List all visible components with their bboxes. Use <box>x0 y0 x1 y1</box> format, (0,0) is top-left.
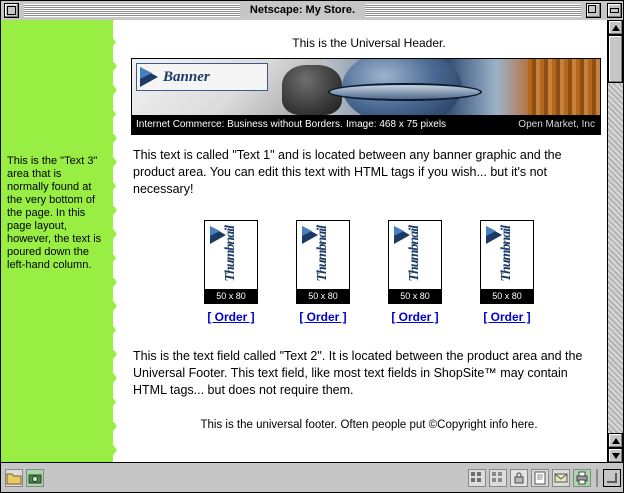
product-item <box>479 220 535 324</box>
text3-block: This is the "Text 3" area that is normally found at the very bottom of the page. In this page layout, however, the text is poured down the left-hand column. <box>7 155 102 271</box>
green-edge-decoration <box>105 20 123 463</box>
thumbnail-word <box>481 221 533 287</box>
thumbnail-size-bar: 50 x 80 <box>297 289 349 303</box>
status-right-icons <box>468 469 621 487</box>
universal-header-text: This is the Universal Header. <box>292 36 446 50</box>
thumbnail-label: Thumbnail <box>315 226 330 282</box>
printer-icon[interactable] <box>573 469 591 487</box>
scroll-track[interactable] <box>608 35 623 433</box>
product-item <box>203 220 259 324</box>
product-thumbnail[interactable] <box>388 220 442 304</box>
banner-caption-size: Image: 468 x 75 pixels <box>346 119 447 130</box>
status-bar <box>1 462 624 492</box>
order-link[interactable]: [ Order ] <box>207 310 255 324</box>
thumbnail-size-bar: 50 x 80 <box>481 289 533 303</box>
grid-icon-2[interactable] <box>489 469 507 487</box>
grid-icon[interactable] <box>468 469 486 487</box>
banner-ring <box>328 83 482 101</box>
banner-rust-texture <box>528 59 600 115</box>
banner-image <box>132 59 600 115</box>
scroll-down-arrow-icon[interactable] <box>608 448 623 463</box>
close-button[interactable] <box>4 3 19 18</box>
order-link[interactable]: [ Order ] <box>391 310 439 324</box>
order-link[interactable]: [ Order ] <box>299 310 347 324</box>
thumbnail-word <box>297 221 349 287</box>
padlock-icon[interactable] <box>510 469 528 487</box>
universal-footer-text: This is the universal footer. Often people put ©Copyright info here. <box>200 419 538 431</box>
banner-caption-left: Internet Commerce: Business without Borders. <box>136 119 343 130</box>
status-separator <box>596 469 598 487</box>
thumbnail-label: Thumbnail <box>407 226 422 282</box>
title-stripes <box>24 4 581 17</box>
scroll-up-arrow-icon[interactable] <box>608 20 623 35</box>
window-title: Netscape: My Store. <box>240 4 365 17</box>
thumbnail-word <box>389 221 441 287</box>
main-column <box>129 20 609 463</box>
banner-label-text: Banner <box>163 68 210 85</box>
left-column <box>1 20 129 463</box>
vertical-scrollbar[interactable] <box>607 20 623 463</box>
banner-caption-bar <box>132 115 600 134</box>
arrow-icon <box>138 65 160 89</box>
banner-graphic <box>131 58 601 135</box>
thumbnail-size-bar: 50 x 80 <box>389 289 441 303</box>
text2-block: This is the text field called "Text 2". It is located between the product area and the Universal Footer. This text field, like most text fields in ShopSite™ may contain HTML tags... but does not require them. <box>133 349 583 397</box>
resize-grip[interactable] <box>603 469 621 487</box>
banner-label <box>136 63 268 91</box>
banner-caption-credit: Open Market, Inc <box>518 119 595 130</box>
thumbnail-word <box>205 221 257 287</box>
text1-block: This text is called "Text 1" and is located between any banner graphic and the product area. You can edit this text with HTML tags if you wish... but it's not necessary! <box>133 148 562 196</box>
folder-icon[interactable] <box>5 469 23 487</box>
thumbnail-label: Thumbnail <box>223 226 238 282</box>
product-item <box>295 220 351 324</box>
title-bar <box>1 1 624 21</box>
scroll-thumb[interactable] <box>608 35 623 83</box>
page-icon[interactable] <box>531 469 549 487</box>
product-item <box>387 220 443 324</box>
order-link[interactable]: [ Order ] <box>483 310 531 324</box>
page-content <box>1 20 624 463</box>
status-left-icons <box>5 469 44 487</box>
product-thumbnail[interactable] <box>296 220 350 304</box>
product-thumbnail[interactable] <box>480 220 534 304</box>
thumbnail-label: Thumbnail <box>499 226 514 282</box>
thumbnail-size-bar: 50 x 80 <box>205 289 257 303</box>
collapse-button[interactable] <box>607 3 622 18</box>
product-area <box>129 220 609 324</box>
mail-icon[interactable] <box>552 469 570 487</box>
camera-icon[interactable] <box>26 469 44 487</box>
scroll-up-arrow-secondary-icon[interactable] <box>608 433 623 448</box>
zoom-button[interactable] <box>586 3 601 18</box>
product-thumbnail[interactable] <box>204 220 258 304</box>
